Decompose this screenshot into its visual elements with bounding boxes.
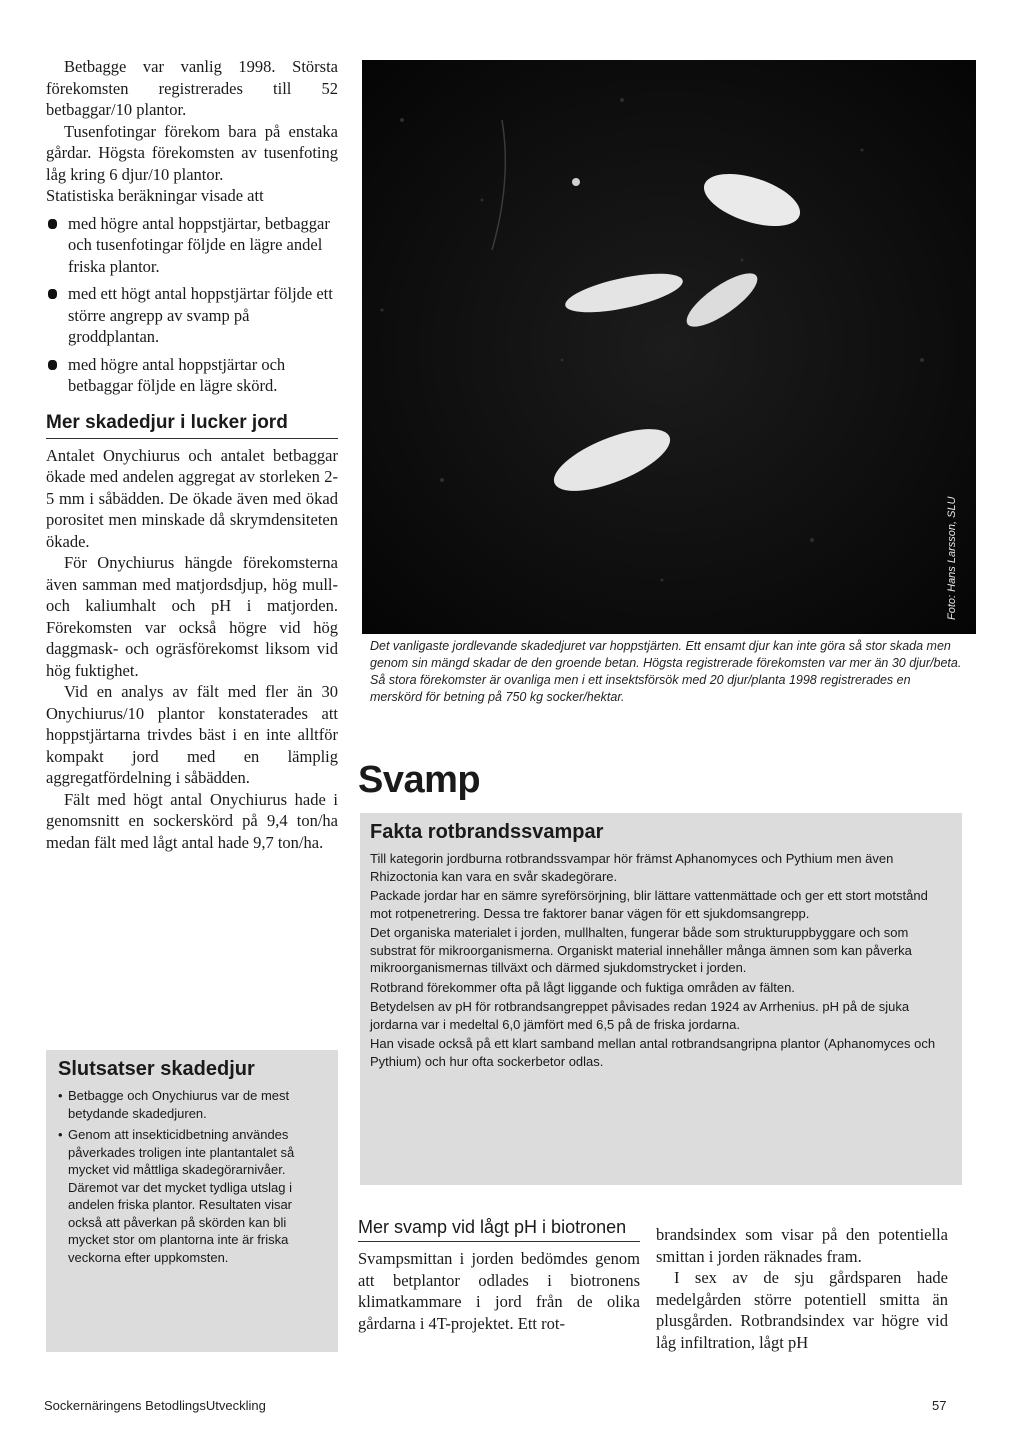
springtail-photo [362, 60, 976, 634]
mer-svamp-heading: Mer svamp vid lågt pH i biotronen [358, 1215, 640, 1242]
slutsatser-bullet-1: • Betbagge och Onychiurus var de mest betydande skadedjuren. [58, 1087, 326, 1122]
bullet-dot-icon [48, 360, 57, 370]
mer-svamp-section [358, 1215, 640, 1334]
intro-paragraph-1: Betbagge var vanlig 1998. Största förekomsten registrerades till 52 betbaggar/10 plantor. [46, 57, 338, 119]
page-number: 57 [932, 1398, 947, 1413]
body-paragraph-4: Antalet Onychiurus och antalet betbaggar ökade med andelen aggregat av storleken 2-5 mm i såbädden. De ökade även med ökad porositet men minskade då skrymdensiteten ökade. [46, 445, 338, 551]
bullet-dot-icon [48, 219, 57, 229]
photo-caption: Det vanligaste jordlevande skadedjuret var hoppstjärten. Ett ensamt djur kan inte göra så stor skada men genom sin mängd skadar de den groende betan. Högsta registrerade förekomsten var mer än 30 djur/beta. Så stora förekomster är ovanliga men i ett insektsförsök med 20 djur/planta 1998 registrerades en merskörd för betning på 750 kg socker/hektar. [370, 639, 962, 704]
slutsatser-box [46, 1050, 338, 1352]
bullet-text: med ett högt antal hoppstjärtar följde ett större angrepp av svamp på groddplantan. [68, 284, 333, 346]
intro-paragraph-2: Tusenfotingar förekom bara på enstaka gårdar. Högsta förekomsten av tusenfoting låg kring 6 djur/10 plantor. [46, 121, 338, 184]
mer-svamp-paragraph: Svampsmittan i jorden bedömdes genom att betplantor odlades i biotronens klimatkammare i jord från de olika gårdarna i 4T-projektet. Ett rot- [358, 1249, 640, 1333]
right-paragraph-1: brandsindex som visar på den potentiella smittan i jorden räknades fram. [656, 1225, 948, 1266]
body-paragraph-7: Fält med högt antal Onychiurus hade i genomsnitt en sockerskörd på 9,4 ton/ha medan fält med lågt antal hade 9,7 ton/ha. [46, 789, 338, 852]
statistics-bullet-1 [46, 213, 338, 278]
footer-publisher: Sockernäringens BetodlingsUtveckling [44, 1398, 266, 1413]
left-column [46, 56, 338, 853]
bullet-dot-icon [48, 289, 57, 299]
right-paragraph-2: I sex av de sju gårdsparen hade medelgården större potentiell smitta än plusgården. Rotbrandsindex var högre vid låg infiltration, lågt pH [656, 1268, 948, 1352]
intro-paragraph-3: Statistiska beräkningar visade att [46, 186, 264, 205]
fakta-paragraph-1: Till kategorin jordburna rotbrandssvampar hör främst Aphanomyces och Pythium men även Rhizoctonia kan vara en svår skadegörare. [370, 851, 894, 884]
body-paragraph-5: För Onychiurus hängde förekomsterna även samman med matjordsdjup, hög mull- och kaliumhalt och pH i matjorden. Förekomsten var också högre vid hög daggmask- och ogräsförekomst liksom vid hög fuktighet. [46, 553, 338, 680]
slutsatser-title: Slutsatser skadedjur [58, 1058, 255, 1080]
springtail-photo-illustration [362, 60, 976, 634]
slutsatser-bullet-2: • Genom att insekticidbetning användes påverkades troligen inte plantantalet så mycket vid måttliga skadegörarnivåer. Däremot var det mycket tydliga utslag i andelen friska plantor. Resultaten visar också att påverkan på skörden kan bli mycket stor om plantorna inte är friska veckorna efter uppkomsten. [58, 1126, 326, 1266]
fakta-paragraph-5: Betydelsen av pH för rotbrandsangreppet påvisades redan 1924 av Arrhenius. pH på de sjuka jordarna var i medeltal 6,0 jämfört med 6,5 på de friska jordarna. [370, 999, 910, 1032]
statistics-bullet-2 [46, 283, 338, 348]
fakta-title: Fakta rotbrandssvampar [370, 821, 604, 843]
right-column [656, 1224, 948, 1353]
section-heading-lucker-jord: Mer skadedjur i lucker jord [46, 411, 338, 439]
bullet-text: med högre antal hoppstjärtar, betbaggar och tusenfotingar följde en lägre andel friska plantor. [68, 213, 330, 276]
fakta-box [360, 813, 962, 1185]
fakta-paragraph-2: Packade jordar har en sämre syreförsörjning, blir lättare vattenmättade och ger ett stort motstånd mot rotpenetrering. Dessa tre faktorer banar vägen för ett sjukdomsangrepp. [370, 888, 928, 921]
fakta-paragraph-4: Rotbrand förekommer ofta på lågt liggande och fuktiga områden av fälten. [370, 979, 795, 995]
fakta-paragraph-6: Han visade också på ett klart samband mellan antal rotbrandsangripna plantor (Aphanomyces och Pythium) och hur ofta sockerbetor odlas. [370, 1036, 936, 1069]
statistics-bullet-3 [46, 354, 338, 397]
photo-credit-text: Foto: Hans Larsson, SLU [946, 496, 958, 620]
photo-credit [946, 470, 970, 630]
bullet-text: med högre antal hoppstjärtar och betbaggar följde en lägre skörd. [68, 354, 286, 395]
fakta-paragraph-3: Det organiska materialet i jorden, mullhalten, fungerar både som strukturuppbyggare och som substrat för mikroorganismerna. Organiskt material innehåller många ämnen som kan påverka mikroorganismernas tillväxt och därmed sjukdomstrycket i jorden. [370, 925, 912, 975]
svamp-heading: Svamp [358, 759, 481, 801]
body-paragraph-6: Vid en analys av fält med fler än 30 Onychiurus/10 plantor konstaterades att hoppstjärtarna trivdes bäst i en inte alltför kompakt jord med en lämplig aggregatfördelning i såbädden. [46, 682, 338, 787]
